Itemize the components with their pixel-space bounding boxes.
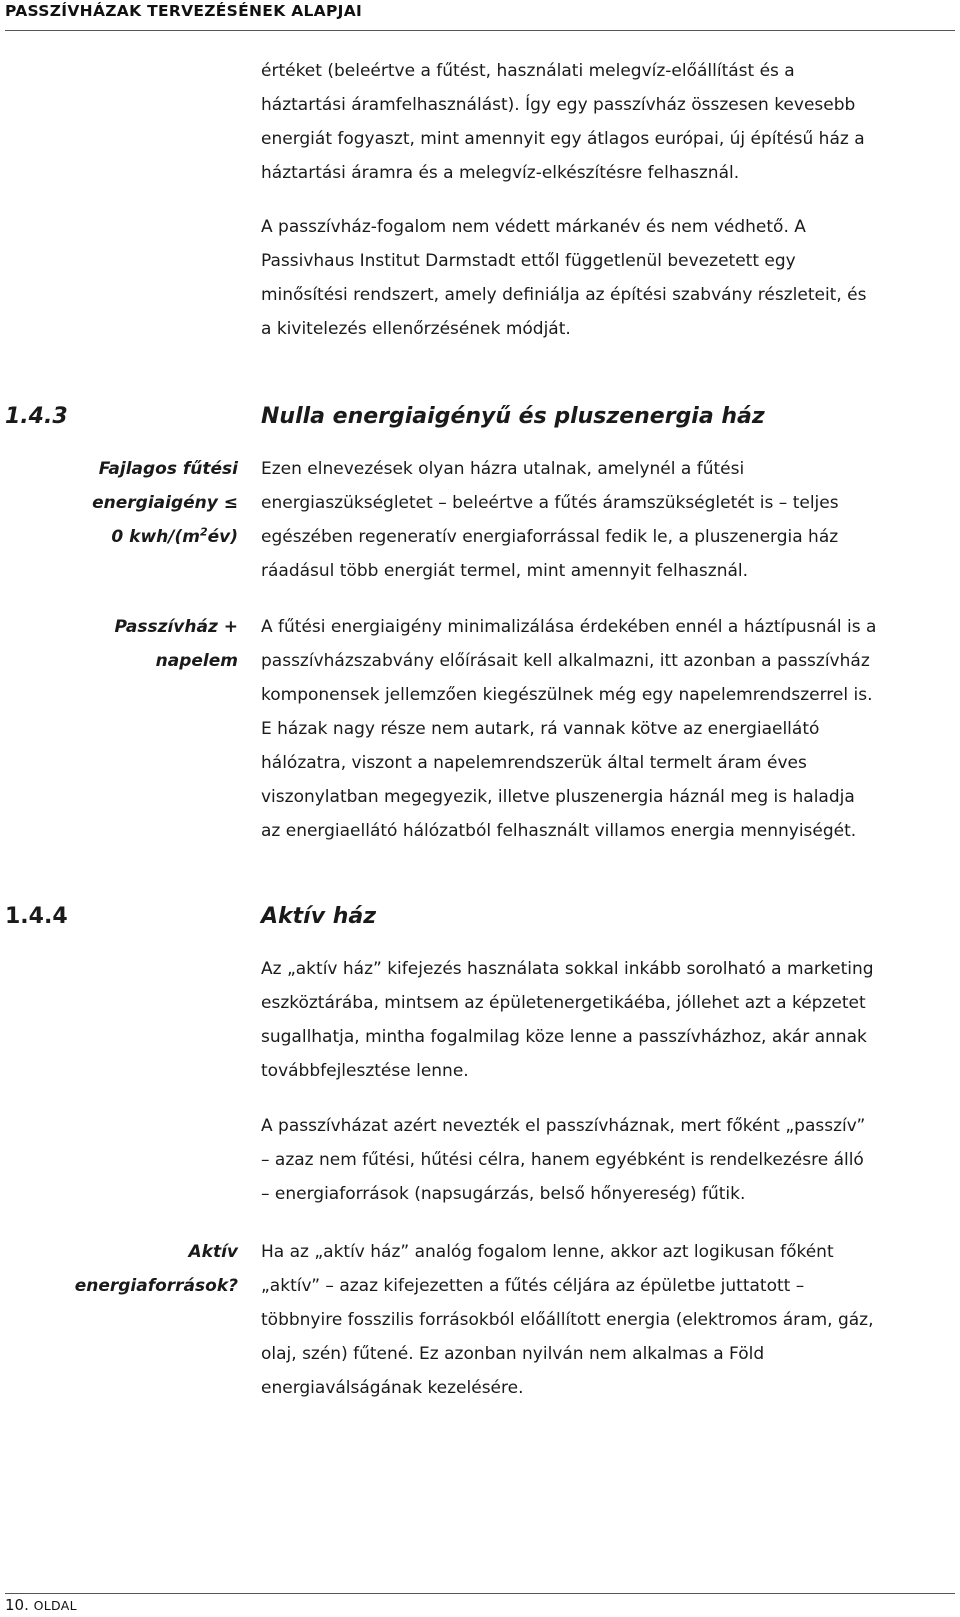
paragraph-passive-naming: A passzívházat azért nevezték el passzívháznak, mert főként „passzív” – azaz nem fűtési, hűtési célra, hanem egyébként is rendelkezésre álló – energiaforrások (napsugárzás, belső hőnyereség) fűtik. (261, 1116, 866, 1204)
paragraph-solar-system: A fűtési energiaigény minimalizálása érdekében ennél a háztípusnál is a passzívházszabvány előírásait kell alkalmazni, itt azonban a passzívház komponensek jellemzően kiegészülnek még egy napelemrendszerrel is. E házak nagy része nem autark, rá vannak kötve az energiaellátó hálózatra, viszont a napelemrendszerük által termelt áram éves viszonylatban megegyezik, illetve pluszenergia háznál meg is haladja az energiaellátó hálózatból felhasznált villamos energia mennyiségét. (261, 617, 877, 841)
side-note-line-1: Fajlagos fűtési (98, 459, 238, 479)
unit-suffix: év) (207, 527, 238, 547)
section-title-active-house: Aktív ház (261, 904, 377, 929)
footer-divider (5, 1593, 955, 1594)
running-header: PASSZÍVHÁZAK TERVEZÉSÉNEK ALAPJAI (5, 2, 363, 20)
side-note-line-2: energiaigény ≤ (92, 493, 238, 513)
paragraph-zero-energy-definition: Ezen elnevezések olyan házra utalnak, amelynél a fűtési energiaszükségletet – beleértve a fűtés áramszükségletét is – teljes egészében regeneratív energiaforrással fedik le, a pluszenergia ház ráadásul több energiát termel, mint amennyit felhasznál. (261, 459, 839, 581)
section-title-zero-energy-house: Nulla energiaigényű és pluszenergia ház (261, 404, 765, 429)
paragraph-energy-consumption: értéket (beleértve a fűtést, használati melegvíz-előállítást és a háztartási áramfelhasználást). Így egy passzívház összesen kevesebb energiát fogyaszt, mint amennyit egy átlagos európai, új építésű ház a háztartási áramra és a melegvíz-elkészítésre felhasznál. (261, 61, 865, 183)
paragraph-active-house-marketing: Az „aktív ház” kifejezés használata sokkal inkább sorolható a marketing eszköztárába, mintsem az épületenergetikáéba, jóllehet azt a képzetet sugallhatja, mintha fogalmilag köze lenne a passzívházhoz, akár annak továbbfejlesztése lenne. (261, 959, 874, 1081)
side-note-heating-demand (10, 452, 238, 554)
side-note-line-3 (111, 527, 238, 547)
header-divider (5, 30, 955, 31)
page-footer (5, 1596, 77, 1614)
page-number: 10. (5, 1596, 29, 1614)
unit-superscript: 2 (199, 525, 208, 539)
paragraph-passivhaus-certification: A passzívház-fogalom nem védett márkanév és nem védhető. A Passivhaus Institut Darmstadt ettől függetlenül bevezetett egy minősítési rendszert, amely definiálja az építési szabvány részleteit, és a kivitelezés ellenőrzésének módját. (261, 217, 867, 339)
section-number-1-4-4: 1.4.4 (5, 904, 68, 929)
unit-prefix: 0 kwh/(m (111, 527, 200, 547)
side-note-passive-plus-solar: Passzívház + napelem (114, 617, 238, 671)
section-number-1-4-3: 1.4.3 (5, 404, 68, 429)
page-label: OLDAL (33, 1598, 77, 1613)
paragraph-active-house-analogy: Ha az „aktív ház” analóg fogalom lenne, akkor azt logikusan főként „aktív” – azaz kifejezetten a fűtés céljára az épületbe juttatott – többnyire fosszilis forrásokból előállított energia (elektromos áram, gáz, olaj, szén) fűtené. Ez azonban nyilván nem alkalmas a Föld energiaválságának kezelésére. (261, 1242, 874, 1398)
side-note-active-energy-sources: Aktív energiaforrások? (74, 1242, 238, 1296)
